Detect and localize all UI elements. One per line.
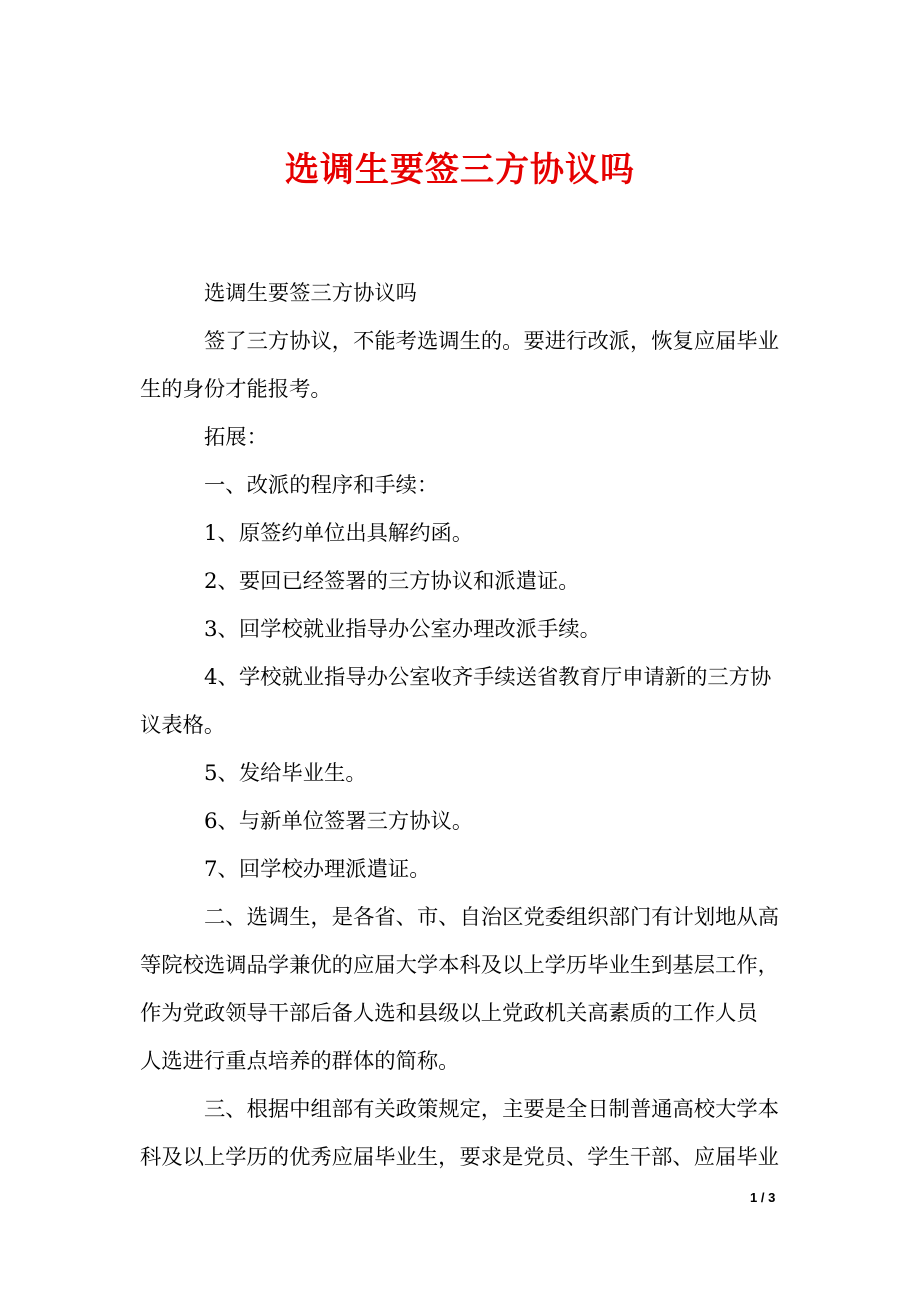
text-line: 3、回学校就业指导办公室办理改派手续。 <box>204 617 601 642</box>
text-line: 二、选调生，是各省、市、自治区党委组织部门有计划地从高 <box>204 905 780 930</box>
text-line: 6、与新单位签署三方协议。 <box>204 809 474 834</box>
text-line: 作为党政领导干部后备人选和县级以上党政机关高素质的工作人员 <box>140 1001 758 1026</box>
text-line: 选调生要签三方协议吗 <box>204 281 417 306</box>
document-title: 选调生要签三方协议吗 <box>285 150 635 190</box>
text-line: 一、改派的程序和手续： <box>204 473 439 498</box>
text-line: 签了三方协议，不能考选调生的。要进行改派，恢复应届毕业 <box>204 329 780 354</box>
text-line: 议表格。 <box>140 713 226 738</box>
page-number: 1 / 3 <box>750 1190 776 1205</box>
document-body <box>140 278 790 1190</box>
text-line: 拓展： <box>204 425 268 450</box>
text-line: 5、发给毕业生。 <box>204 761 367 786</box>
text-line: 2、要回已经签署的三方协议和派遣证。 <box>204 569 580 594</box>
text-line: 科及以上学历的优秀应届毕业生，要求是党员、学生干部、应届毕业 <box>140 1145 779 1170</box>
text-line: 7、回学校办理派遣证。 <box>204 857 431 882</box>
text-line: 三、根据中组部有关政策规定，主要是全日制普通高校大学本 <box>204 1097 780 1122</box>
text-line: 生的身份才能报考。 <box>140 377 332 402</box>
text-line: 人选进行重点培养的群体的简称。 <box>140 1049 460 1074</box>
text-line: 4、学校就业指导办公室收齐手续送省教育厅申请新的三方协 <box>204 665 772 690</box>
text-line: 1、原签约单位出具解约函。 <box>204 521 474 546</box>
text-line: 等院校选调品学兼优的应届大学本科及以上学历毕业生到基层工作， <box>140 953 779 978</box>
